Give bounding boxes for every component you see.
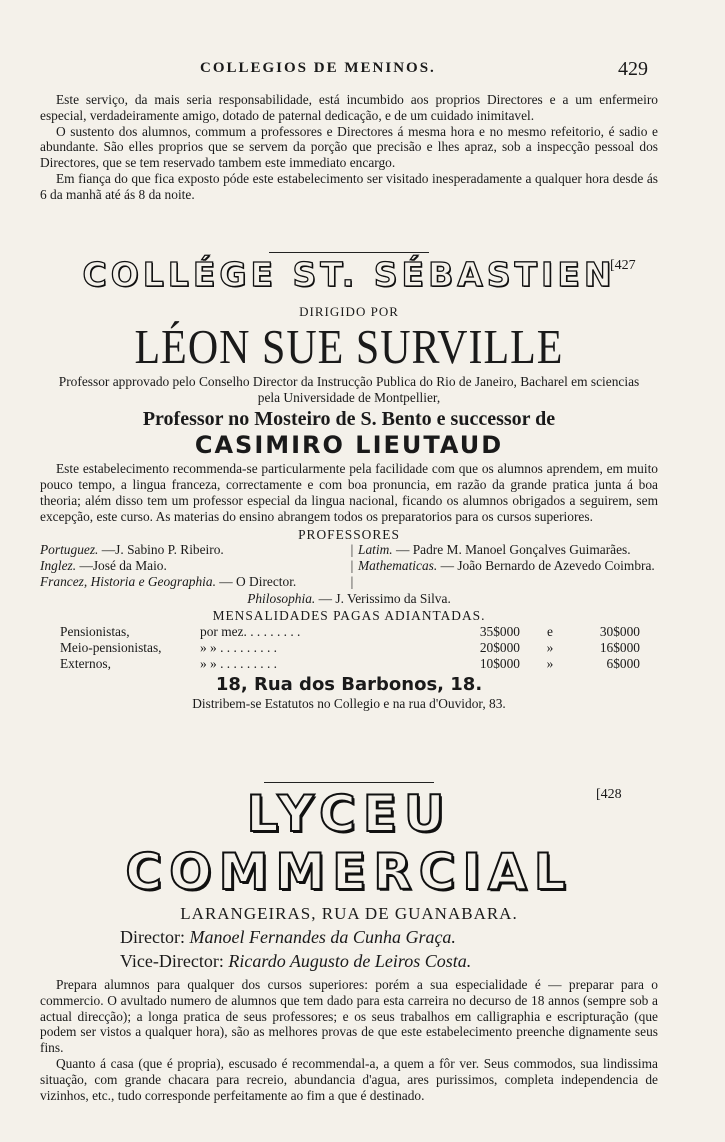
subject: Latim. — [358, 542, 393, 558]
college-description: Este estabelecimento recommenda-se particularmente pela facilidade com que os alumnos aprendem, em muito pouco tempo, a lingua franceza, correctamente e com boa pronuncia, em razão da grande pratica junta á boa theoria; além disso tem um professor especial da lingua nacional, ficando os alumnos obrigados a seguirem, sem excepção, este curso. As materias do ensino abrangem todos os preparatorios para os cursos superiores. — [40, 461, 658, 524]
teacher: — Padre M. Manoel Gonçalves Guimarães. — [395, 542, 631, 558]
philosophy-subject: Philosophia. — [247, 591, 316, 607]
college-title: COLLÉGE ST. SÉBASTIEN — [82, 255, 616, 294]
ornament-rule — [264, 782, 434, 783]
fee-row — [40, 624, 658, 640]
director-name: LÉON SUE SURVILLE — [134, 321, 564, 375]
header-title: COLLEGIOS DE MENINOS. — [200, 60, 436, 76]
professor-row — [40, 558, 658, 574]
subject: Inglez. — [40, 557, 77, 573]
statutes-note: Distribem-se Estatutos no Collegio e na rua d'Ouvidor, 83. — [192, 695, 506, 711]
vice-director-label: Vice-Director: — [120, 951, 224, 971]
running-header — [200, 60, 660, 82]
fee-sep: » — [546, 655, 554, 671]
lyceu-title: LYCEU COMMERCIAL — [125, 785, 573, 901]
director-credentials: Professor approvado pelo Conselho Director da Instrucção Publica do Rio de Janeiro, Bacharel em sciencias pela Universidade de Montpellier, — [58, 373, 640, 405]
intro-paragraph-3: Em fiança do que fica exposto póde este estabelecimento ser visitado inesperadamente a qualquer hora desde ás 6 da manhã até ás 8 da noite. — [40, 170, 658, 202]
college-address: 18, Rua dos Barbonos, 18. — [215, 673, 483, 695]
fee-label: Externos, — [60, 655, 111, 671]
bracket: | — [350, 573, 354, 589]
intro-paragraph-2: O sustento dos alumnos, commum a professores e Directores á mesma hora e no mesmo refeitorio, é sadio e abundante. São elles proprios que se servem da porção que precisão e lhes apraz, sob a inspecção pessoal dos Directores, que se tem reservado tambem este immediato encargo. — [40, 123, 658, 171]
subject: Mathematicas. — [358, 557, 438, 573]
fee-row — [40, 640, 658, 656]
subject: Portuguez. — [40, 542, 99, 558]
fee-row — [40, 656, 658, 672]
ornament-rule — [269, 252, 429, 253]
bracket: | — [350, 542, 354, 558]
philosophy-teacher: — J. Verissimo da Silva. — [318, 591, 451, 607]
professors-list — [40, 542, 658, 607]
teacher: — João Bernardo de Azevedo Coimbra. — [440, 557, 655, 573]
director-label: Director: — [120, 927, 185, 947]
teacher: —José da Maio. — [79, 557, 167, 573]
bracket: | — [350, 557, 354, 573]
directed-by: DIRIGIDO POR — [299, 304, 399, 319]
director-value: Manoel Fernandes da Cunha Graça. — [189, 927, 456, 947]
lyceu-paragraph-2: Quanto á casa (que é propria), escusado é recommendal-a, a quem a fôr ver. Seus commodos, sua lindissima situação, com grande chacara para recreio, abundancia d'agua, ares purissimos, completa independencia de vizinhos, etc., tudo corresponde perfeitamente ao fim a que é destinado. — [40, 1055, 658, 1103]
fee-second: 16$000 — [599, 639, 640, 655]
lyceu-ref: [428 — [596, 787, 622, 802]
professor-row — [40, 542, 658, 558]
professor-row — [40, 574, 658, 590]
fees-heading: MENSALIDADES PAGAS ADIANTADAS. — [212, 607, 486, 623]
subject: Francez, Historia e Geographia. — [40, 573, 216, 589]
intro-section — [40, 92, 658, 203]
fee-second: 6$000 — [606, 655, 640, 671]
lyceu-paragraph-1: Prepara alumnos para qualquer dos cursos superiores: porém a sua especialidade é — preparar para o commercio. O avultado numero de alumnos que tem dado para esta carreira no decurso de 18 annos (sempre sob a actual direcção); a longa pratica de seus professores; e os seus trabalhos em calligraphia e escripturação (que podem ser vistos a qualquer hora), são as melhores provas de que este estabelecimento preenche dignamente seus fins. — [40, 977, 658, 1056]
lyceu-vice-director — [40, 949, 658, 973]
fee-label: Pensionistas, — [60, 623, 130, 639]
teacher: — O Director. — [219, 573, 297, 589]
college-ref: [427 — [610, 258, 636, 273]
lyceu-director — [40, 925, 658, 949]
fees-table — [40, 624, 658, 672]
fee-period: por mez. . . . . . . . . — [200, 623, 301, 639]
intro-paragraph-1: Este serviço, da mais seria responsabilidade, está incumbido aos proprios Directores e a um enfermeiro especial, verdadeiramente amigo, dotado de paternal dedicação, e de um cuidado inimitavel. — [40, 92, 658, 123]
teacher: —J. Sabino P. Ribeiro. — [101, 542, 224, 558]
successor-name: CASIMIRO LIEUTAUD — [194, 431, 504, 460]
professors-heading: PROFESSORES — [298, 526, 400, 542]
fee-first: 35$000 — [479, 623, 520, 639]
lyceu-section — [40, 782, 658, 1103]
page-number: 429 — [618, 58, 648, 80]
fee-period: » » . . . . . . . . . — [200, 655, 277, 671]
fee-sep: » — [546, 639, 554, 655]
lyceu-address: LARANGEIRAS, RUA DE GUANABARA. — [180, 904, 518, 923]
fee-period: » » . . . . . . . . . — [200, 639, 277, 655]
college-section — [40, 252, 658, 712]
fee-label: Meio-pensionistas, — [60, 639, 162, 655]
fee-second: 30$000 — [599, 623, 640, 639]
fee-first: 10$000 — [479, 655, 520, 671]
fee-first: 20$000 — [479, 639, 520, 655]
vice-director-value: Ricardo Augusto de Leiros Costa. — [228, 951, 472, 971]
fee-sep: e — [547, 623, 553, 639]
director-post: Professor no Mosteiro de S. Bento e successor de — [142, 408, 556, 431]
